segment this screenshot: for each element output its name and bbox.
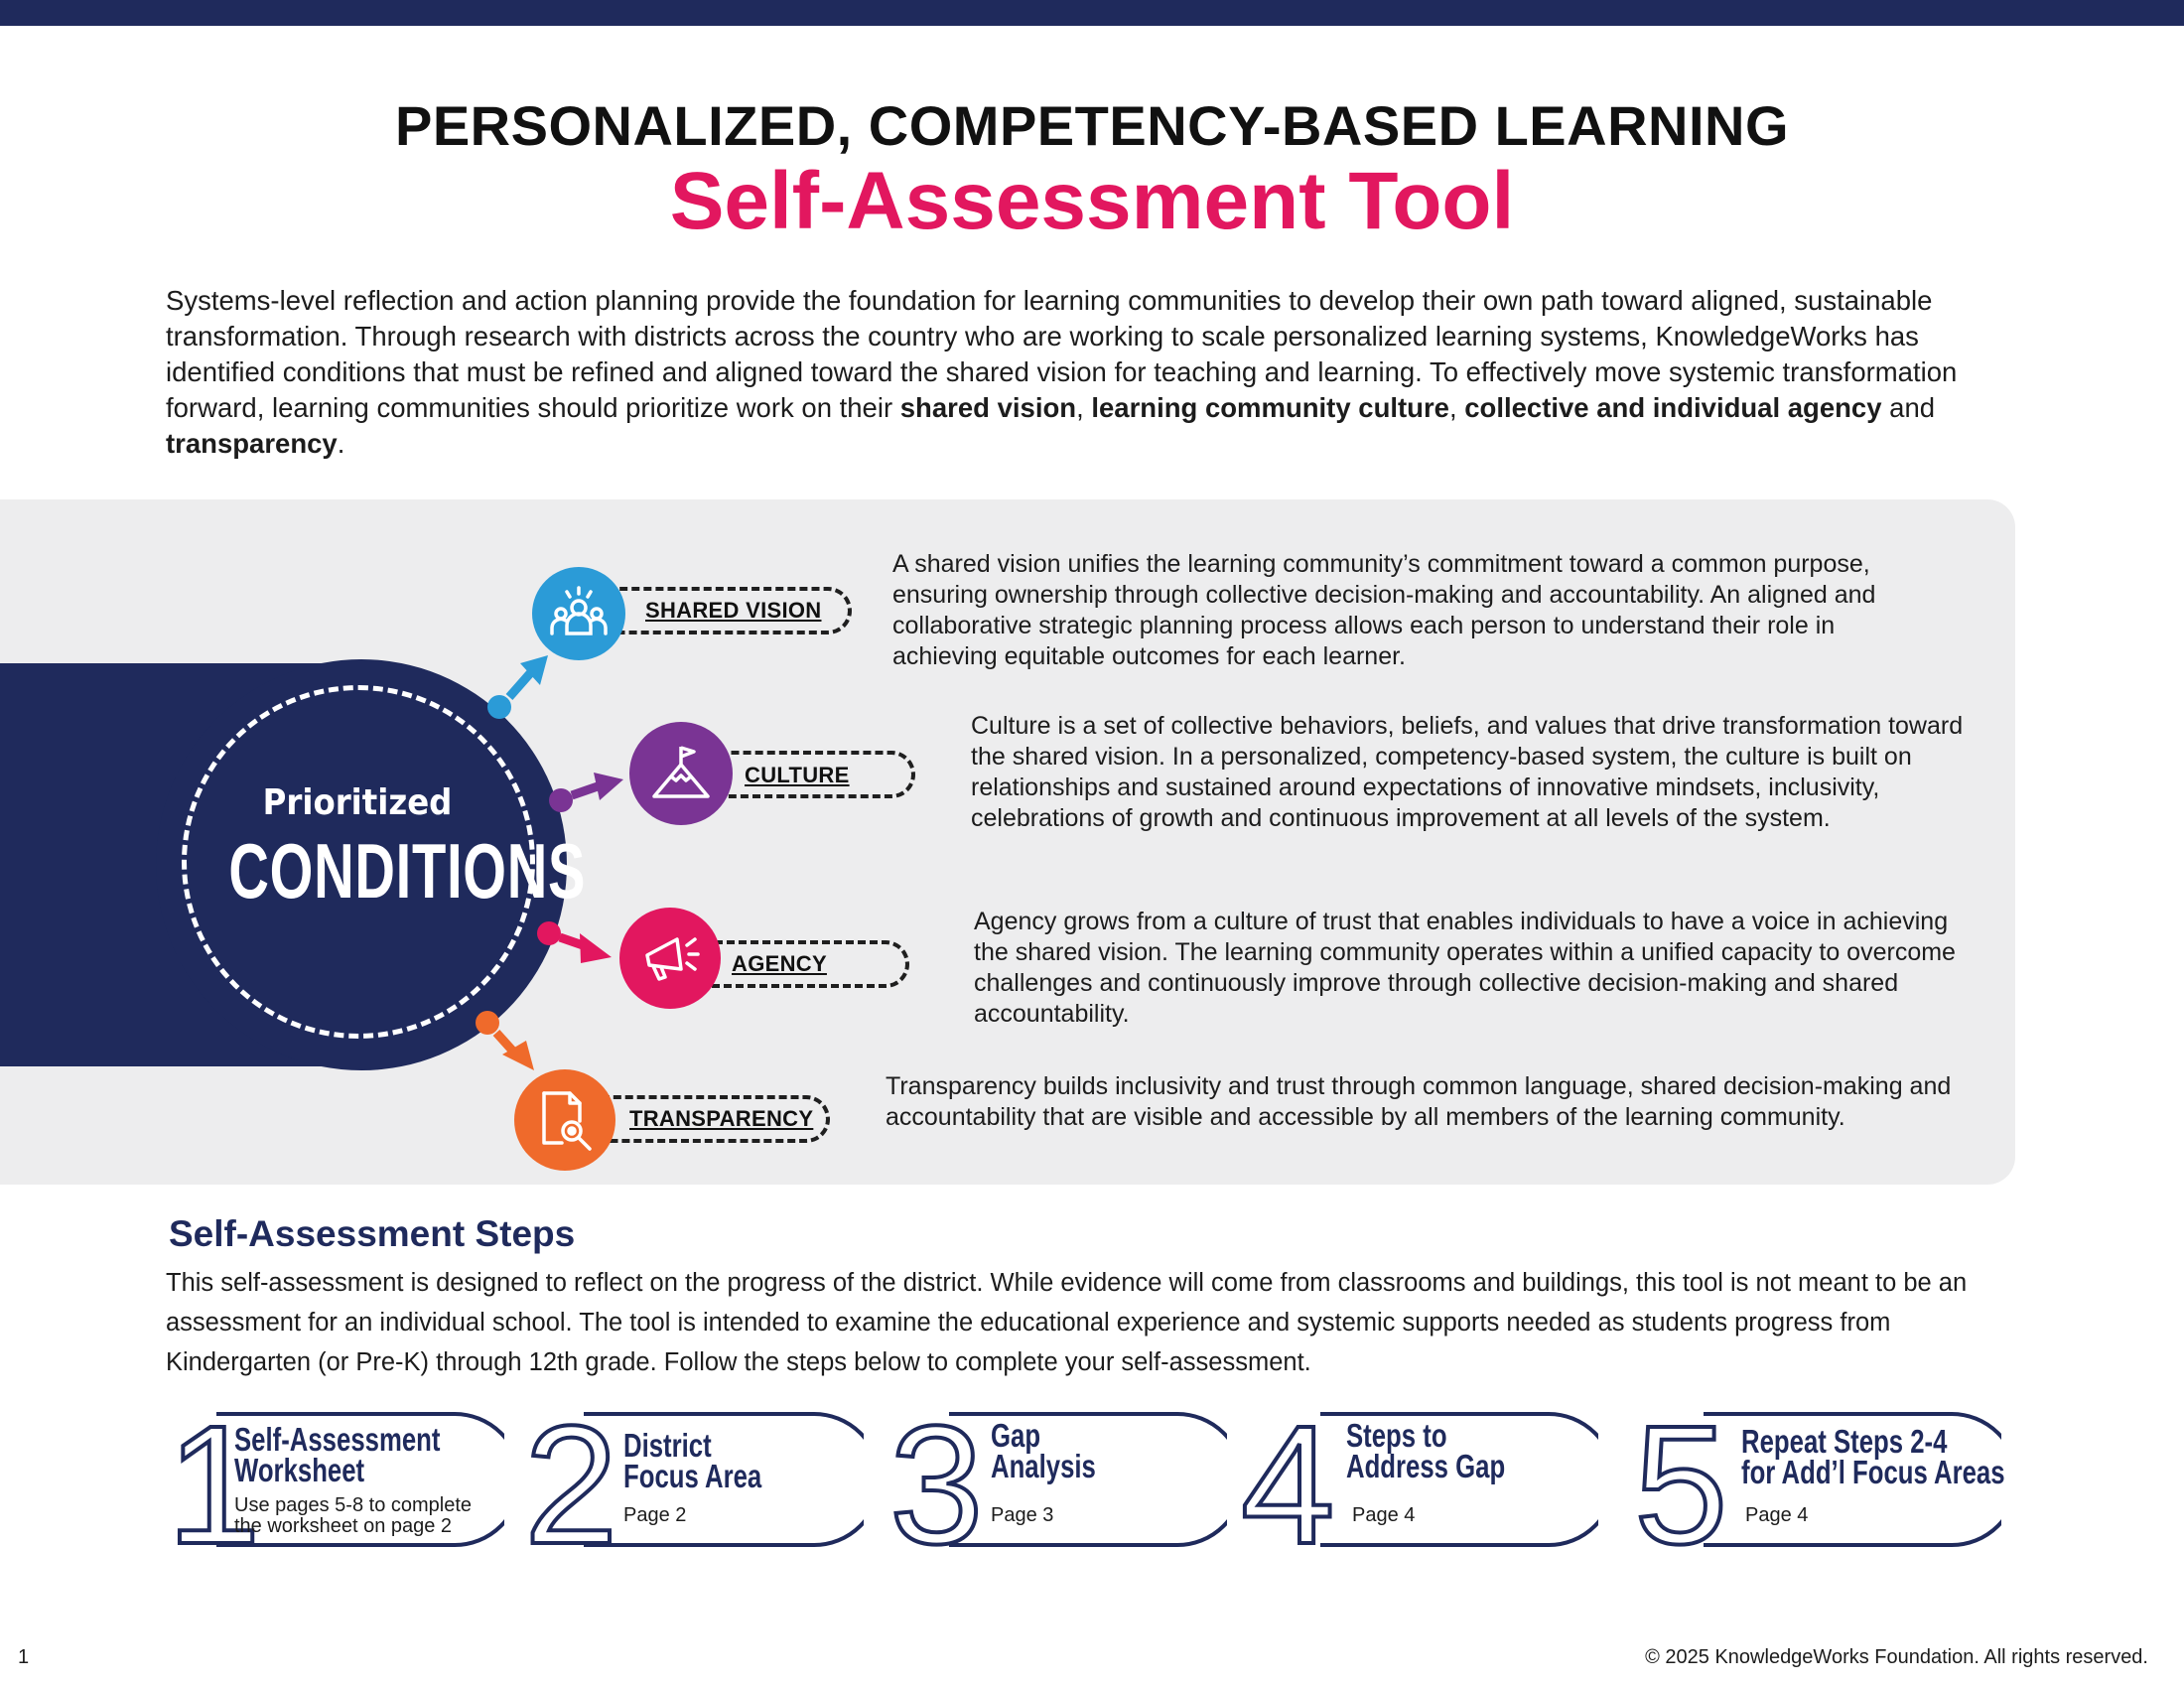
connector-line	[572, 786, 598, 795]
arrowhead	[580, 933, 612, 963]
step-1-title: Self-Assessment Worksheet	[234, 1421, 441, 1488]
step-2	[524, 1410, 864, 1549]
agency-icon-circle	[619, 908, 721, 1009]
intro-paragraph: Systems-level reflection and action planning provide the foundation for learning communities to develop their own path toward aligned, sustainable transformation. Through research with districts across the country who are working to scale personalized learning systems, KnowledgeWorks has identified conditions that must be refined and aligned toward the shared vision for teaching and learning. To effectively move systemic transformation forward, learning communities should prioritize work on their shared vision, learning community culture, collective and individual agency and transparency.	[166, 285, 1958, 459]
page-number: 1	[18, 1646, 30, 1668]
culture-description: Culture is a set of collective behaviors, beliefs, and values that drive transformation toward the shared vision. In a personalized, competency-based system, the culture is built on relationships and sustained around expectations of innovative mindsets, inclusivity, celebrations of growth and continuous improvement at all levels of the system.	[971, 712, 1964, 832]
connector-dot	[476, 1011, 499, 1035]
step-1-number: 1	[167, 1410, 261, 1549]
mountain-flag-icon	[648, 741, 714, 806]
shared-vision-description: A shared vision unifies the learning community’s commitment toward a common purpose, ensuring ownership through collective decision-making and accountability. An aligned and collaborative strategic planning process allows each person to understand their role in achieving equitable outcomes for each learner.	[892, 550, 1876, 670]
copyright-notice: © 2025 KnowledgeWorks Foundation. All rights reserved.	[1645, 1646, 2148, 1668]
transparency-description: Transparency builds inclusivity and trust through common language, shared decision-making and accountability that are visible and accessible by all members of the learning community.	[886, 1072, 1952, 1131]
connector-line	[509, 672, 531, 697]
step-3-number: 3	[889, 1410, 984, 1549]
arrowhead	[594, 773, 623, 800]
step-1-subtitle: Use pages 5-8 to complete the worksheet on page 2	[234, 1494, 473, 1537]
step-5	[1634, 1410, 2005, 1549]
step-1	[167, 1410, 504, 1549]
connector-dot	[537, 921, 561, 945]
steps-heading: Self-Assessment Steps	[169, 1213, 576, 1254]
step-4	[1241, 1410, 1598, 1549]
agency-label: AGENCY	[732, 951, 827, 976]
step-4-title: Steps to Address Gap	[1346, 1417, 1506, 1484]
shared-vision-label: SHARED VISION	[645, 598, 822, 623]
step-5-title: Repeat Steps 2-4 for Add’l Focus Areas	[1741, 1423, 2005, 1490]
step-5-number: 5	[1634, 1410, 1728, 1549]
step-2-subtitle: Page 2	[623, 1504, 687, 1526]
conditions-heading-large: CONDITIONS	[228, 827, 587, 914]
people-icon	[547, 582, 611, 645]
page-subtitle: Self-Assessment Tool	[669, 156, 1515, 246]
step-2-number: 2	[524, 1410, 618, 1549]
step-5-subtitle: Page 4	[1745, 1504, 1809, 1526]
culture-label: CULTURE	[745, 763, 850, 787]
step-4-subtitle: Page 4	[1352, 1504, 1416, 1526]
steps-paragraph: This self-assessment is designed to reflect on the progress of the district. While evidence will come from classrooms and buildings, this tool is not meant to be an assessment for an individual school. The tool is intended to examine the educational experience and systemic supports needed as students progress from Kindergarten (or Pre-K) through 12th grade. Follow the steps below to complete your self-assessment.	[166, 1269, 1968, 1376]
step-4-number: 4	[1241, 1410, 1335, 1549]
culture-icon-circle	[629, 722, 733, 825]
agency-description: Agency grows from a culture of trust that enables individuals to have a voice in achieving the shared vision. The learning community operates within a unified capacity to overcome challenges and continuously improve through collective decision-making and shared accountability.	[974, 908, 1956, 1028]
connector-dot	[487, 695, 511, 719]
connector-dot	[549, 788, 573, 812]
document-magnifier-icon	[532, 1087, 598, 1153]
shared-vision-icon-circle	[532, 567, 625, 660]
step-3	[889, 1410, 1227, 1549]
step-2-title: District Focus Area	[623, 1427, 762, 1494]
page-title: PERSONALIZED, COMPETENCY-BASED LEARNING	[394, 94, 1790, 157]
transparency-icon-circle	[514, 1069, 615, 1171]
step-3-title: Gap Analysis	[991, 1417, 1096, 1484]
megaphone-icon	[637, 925, 703, 991]
step-3-subtitle: Page 3	[991, 1504, 1054, 1526]
conditions-heading-small: Prioritized	[262, 782, 453, 823]
transparency-label: TRANSPARENCY	[629, 1106, 814, 1131]
